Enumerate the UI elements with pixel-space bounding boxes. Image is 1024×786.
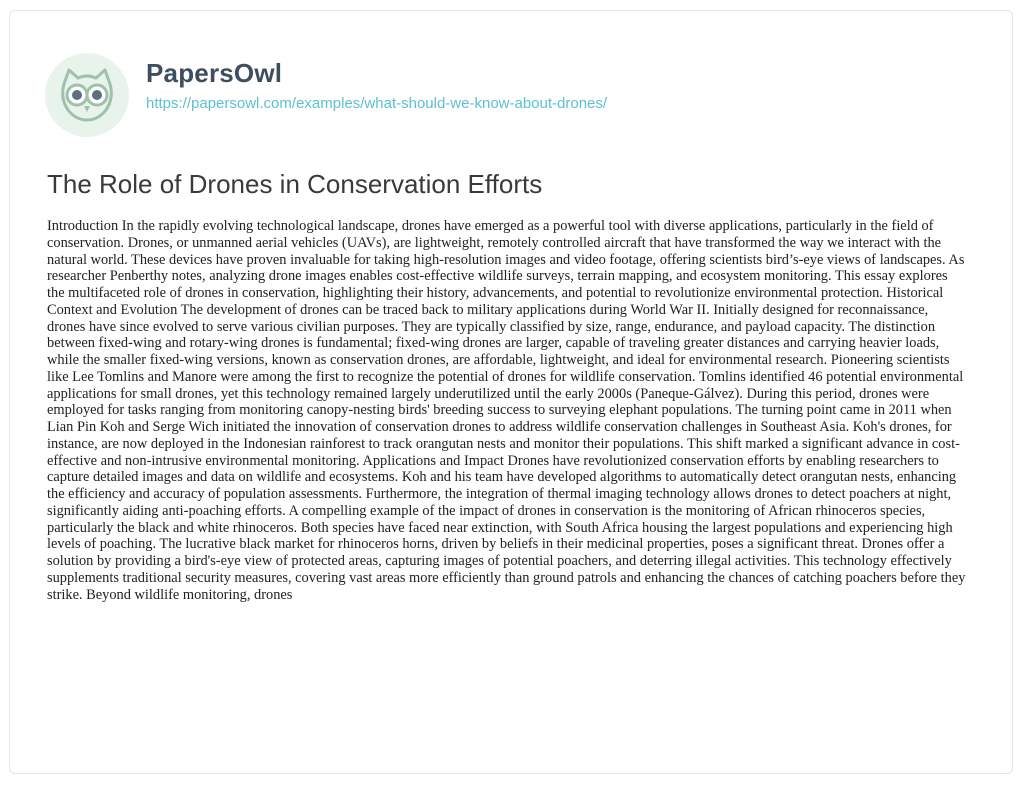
site-header	[42, 58, 607, 138]
owl-logo-icon[interactable]	[42, 50, 132, 140]
brand-block	[146, 58, 607, 114]
source-url-link[interactable]: https://papersowl.com/examples/what-should-we-know-about-drones/	[146, 95, 608, 112]
essay-title: The Role of Drones in Conservation Efforts	[47, 169, 543, 199]
brand-name[interactable]: PapersOwl	[146, 58, 283, 88]
essay-body: Introduction In the rapidly evolving technological landscape, drones have emerged as a powerful tool with diverse applications, particularly in the field of conservation. Drones, or unmanned aerial vehicles (UAVs), are lightweight, remotely controlled aircraft that have transformed the way we interact with the natural world. These devices have proven invaluable for taking high-resolution images and video footage, offering scientists bird’s-eye views of landscapes. As researcher Penberthy notes, analyzing drone images enables cost-effective wildlife surveys, terrain mapping, and ecosystem monitoring. This essay explores the multifaceted role of drones in conservation, highlighting their history, advancements, and potential to revolutionize environmental protection. Historical Context and Evolution The development of drones can be traced back to military applications during World War II. Initially designed for reconnaissance, drones have since evolved to serve various civilian purposes. They are typically classified by size, range, endurance, and payload capacity. The distinction between fixed-wing and rotary-wing drones is fundamental; fixed-wing drones are larger, capable of traveling greater distances and carrying heavier loads, while the smaller fixed-wing versions, known as conservation drones, are affordable, lightweight, and ideal for environmental research. Pioneering scientists like Lee Tomlins and Manore were among the first to recognize the potential of drones for wildlife conservation. Tomlins identified 46 potential environmental applications for small drones, yet this technology remained largely underutilized until the early 2000s (Paneque-Gálvez). During this period, drones were employed for tasks ranging from monitoring canopy-nesting birds' breeding success to surveying elephant populations. The turning point came in 2011 when Lian Pin Koh and Serge Wich initiated the innovation of conservation drones to address wildlife conservation challenges in Southeast Asia. Koh's drones, for instance, are now deployed in the Indonesian rainforest to track orangutan nests and monitor their populations. This shift marked a significant advance in cost-effective and non-intrusive environmental monitoring. Applications and Impact Drones have revolutionized conservation efforts by enabling researchers to capture detailed images and data on wildlife and ecosystems. Koh and his team have developed algorithms to automatically detect orangutan nests, enhancing the efficiency and accuracy of population assessments. Furthermore, the integration of thermal imaging technology allows drones to detect poachers at night, significantly aiding anti-poaching efforts. A compelling example of the impact of drones in conservation is the monitoring of African rhinoceros species, particularly the black and white rhinoceros. Both species have faced near extinction, with South Africa housing the largest populations and experiencing high levels of poaching. The lucrative black market for rhinoceros horns, driven by beliefs in their medicinal properties, poses a significant threat. Drones offer a solution by providing a bird's-eye view of protected areas, capturing images of potential poachers, and deterring illegal activities. This technology effectively supplements traditional security measures, covering vast areas more efficiently than ground patrols and enhancing the chances of catching poachers before they strike. Beyond wildlife monitoring, drones	[47, 218, 966, 603]
